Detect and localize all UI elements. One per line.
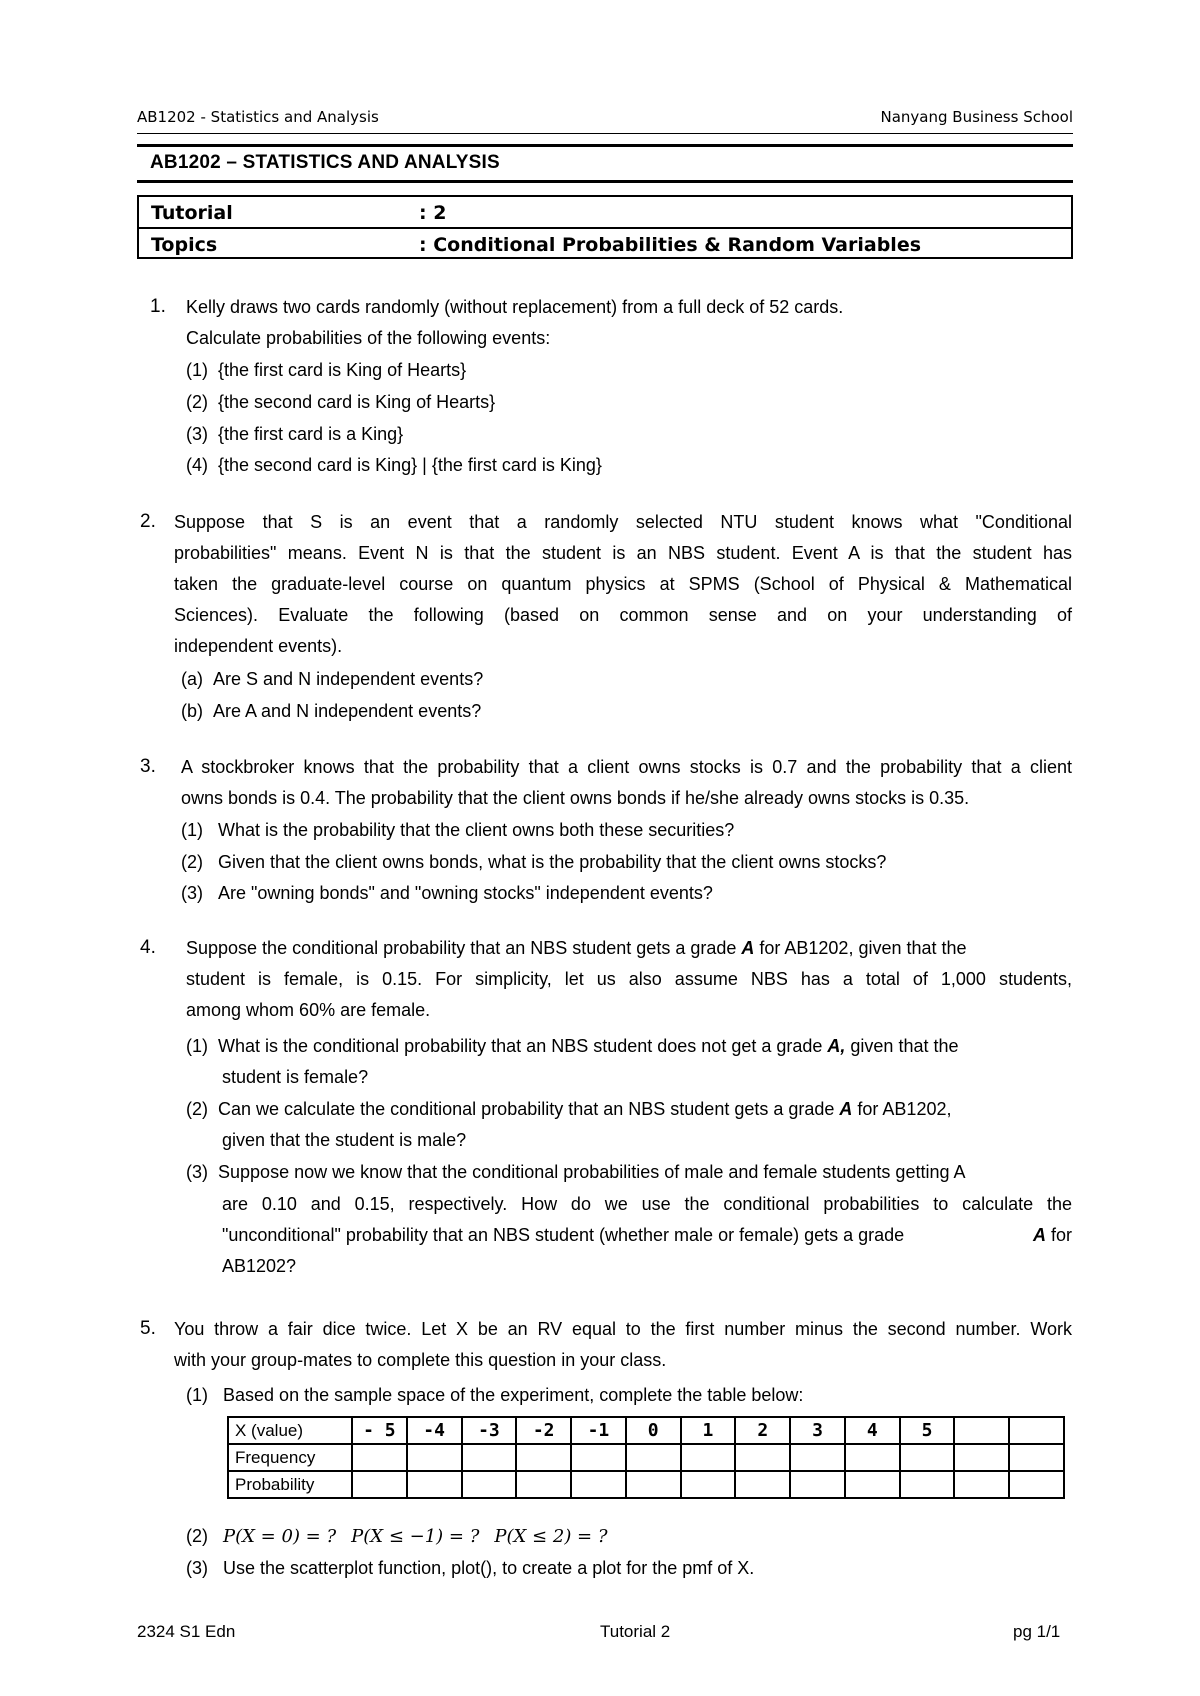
frequency-cell	[462, 1444, 517, 1471]
row-header-frequency: Frequency	[228, 1444, 352, 1471]
q4-item3-line4: AB1202?	[222, 1256, 297, 1276]
title-rule-bottom	[137, 180, 1073, 183]
frequency-cell	[845, 1444, 900, 1471]
topics-value: : Conditional Probabilities & Random Variables	[419, 234, 922, 256]
q4-item1-text: What is the conditional probability that an NBS student does not get a grade	[218, 1036, 828, 1056]
q4-item3-line3	[222, 1224, 1072, 1246]
q4-item2-line2: given that the student is male?	[222, 1130, 467, 1150]
row-header-probability: Probability	[228, 1471, 352, 1498]
table-row	[228, 1471, 1064, 1498]
frequency-cell	[571, 1444, 626, 1471]
q2-line: Suppose that S is an event that a randomly selected NTU student knows what "Conditional	[174, 512, 1072, 532]
q3-line: A stockbroker knows that the probability that a client owns stocks is 0.7 and the probability that a client	[181, 757, 1072, 777]
q1-item-text: {the first card is King of Hearts}	[218, 360, 467, 380]
x-value-cell: 1	[681, 1417, 736, 1444]
frequency-cell	[954, 1444, 1009, 1471]
probability-cell	[407, 1471, 462, 1498]
q5-item2	[186, 1525, 608, 1548]
tutorial-label: Tutorial	[151, 202, 233, 224]
footer-tutorial: Tutorial 2	[600, 1622, 671, 1641]
running-header	[137, 108, 1073, 126]
frequency-cell	[1009, 1444, 1064, 1471]
header-course: AB1202 - Statistics and Analysis	[137, 108, 379, 126]
q1-line2: Calculate probabilities of the following events:	[186, 328, 551, 348]
probability-cell	[626, 1471, 681, 1498]
q3-item-label: (3)	[181, 883, 203, 903]
q2-item-text: Are S and N independent events?	[213, 669, 484, 689]
q4-line1-text-end: for AB1202, given that the	[754, 938, 967, 958]
q1-item	[186, 423, 403, 445]
probability-cell	[681, 1471, 736, 1498]
tutorial-value: : 2	[419, 202, 447, 224]
probability-cell	[845, 1471, 900, 1498]
q3-item-label: (2)	[181, 852, 203, 872]
table-row	[228, 1444, 1064, 1471]
q5-item-label: (3)	[186, 1558, 208, 1578]
q4-item-label: (3)	[186, 1162, 208, 1182]
q2-item	[181, 668, 483, 690]
q5-item1	[186, 1384, 803, 1406]
q1-number: 1.	[150, 296, 166, 317]
probability-cell	[516, 1471, 571, 1498]
q5-line1: You throw a fair dice twice. Let X be an RV equal to the first number minus the second number. Work	[174, 1319, 1072, 1339]
q2-number: 2.	[140, 511, 156, 532]
q5-line2: with your group-mates to complete this question in your class.	[174, 1350, 667, 1370]
q3-item-text: What is the probability that the client owns both these securities?	[218, 820, 735, 840]
header-rule	[137, 133, 1073, 134]
q4-item2-text: Can we calculate the conditional probability that an NBS student gets a grade	[218, 1099, 840, 1119]
tutorial-info-box	[137, 195, 1073, 259]
q5-item1-text: Based on the sample space of the experiment, complete the table below:	[223, 1385, 804, 1405]
frequency-cell	[352, 1444, 407, 1471]
probability-cell	[1009, 1471, 1064, 1498]
frequency-cell	[516, 1444, 571, 1471]
q4-item3-line3-end: for	[1045, 1225, 1072, 1245]
footer-edition: 2324 S1 Edn	[137, 1622, 236, 1641]
grade-a-emphasis: A	[741, 938, 755, 958]
q2-line: Sciences). Evaluate the following (based on common sense and on your understanding of	[174, 605, 1072, 625]
q1-item-text: {the second card is King} | {the first card is King}	[218, 455, 602, 475]
q2-item-label: (b)	[181, 701, 203, 721]
probability-cell	[790, 1471, 845, 1498]
probability-cell	[571, 1471, 626, 1498]
q3-number: 3.	[140, 756, 156, 777]
tutorial-row	[139, 197, 1071, 227]
q4-item-label: (2)	[186, 1099, 208, 1119]
q4-line1	[186, 937, 967, 959]
q4-item-label: (1)	[186, 1036, 208, 1056]
q2-line: probabilities" means. Event N is that the student is an NBS student. Event A is that the student has	[174, 543, 1072, 563]
q1-item-label: (3)	[186, 424, 208, 444]
q1-item	[186, 391, 495, 413]
q2-item-label: (a)	[181, 669, 203, 689]
x-value-cell: -2	[516, 1417, 571, 1444]
q5-item3-text: Use the scatterplot function, plot(), to create a plot for the pmf of X.	[223, 1558, 755, 1578]
table-row	[228, 1417, 1064, 1444]
q5-item-label: (1)	[186, 1385, 208, 1405]
q3-item	[181, 882, 713, 904]
q5-number: 5.	[140, 1318, 156, 1339]
probability-cell	[462, 1471, 517, 1498]
q4-line2: student is female, is 0.15. For simplicity, let us also assume NBS has a total of 1,000 students,	[186, 969, 1072, 989]
q5-item3	[186, 1557, 754, 1579]
q2-line: independent events).	[174, 636, 343, 656]
title-rule-top	[137, 144, 1073, 147]
q4-item1-line2: student is female?	[222, 1067, 369, 1087]
topics-row	[139, 227, 1071, 259]
q4-number: 4.	[140, 937, 156, 958]
frequency-cell	[407, 1444, 462, 1471]
q2-item	[181, 700, 481, 722]
distribution-table	[227, 1416, 1065, 1499]
x-value-cell: 4	[845, 1417, 900, 1444]
grade-a-emphasis: A,	[827, 1036, 846, 1056]
q4-line3: among whom 60% are female.	[186, 1000, 431, 1020]
topics-label: Topics	[151, 234, 218, 256]
q1-item	[186, 359, 466, 381]
prob-expr-2: P(X ≤ −1) = ?	[351, 1526, 480, 1547]
frequency-cell	[681, 1444, 736, 1471]
probability-cell	[954, 1471, 1009, 1498]
q4-item3-text: Suppose now we know that the conditional probabilities of male and female students getting A	[218, 1162, 966, 1182]
document-title: AB1202 – STATISTICS AND ANALYSIS	[150, 152, 500, 173]
probability-cell	[735, 1471, 790, 1498]
frequency-cell	[790, 1444, 845, 1471]
frequency-cell	[626, 1444, 681, 1471]
frequency-cell	[735, 1444, 790, 1471]
q3-line: owns bonds is 0.4. The probability that the client owns bonds if he/she already owns stocks is 0.35.	[181, 788, 970, 808]
prob-expr-1: P(X = 0) = ?	[223, 1526, 337, 1547]
q4-item1-text-end: given that the	[845, 1036, 959, 1056]
grade-a-emphasis: A	[839, 1099, 853, 1119]
q1-item-label: (2)	[186, 392, 208, 412]
q4-line1-text: Suppose the conditional probability that an NBS student gets a grade	[186, 938, 742, 958]
q1-item-label: (4)	[186, 455, 208, 475]
x-value-cell: -3	[462, 1417, 517, 1444]
grade-a-emphasis: A	[1032, 1225, 1046, 1245]
x-value-cell: -1	[571, 1417, 626, 1444]
q1-line1: Kelly draws two cards randomly (without replacement) from a full deck of 52 cards.	[186, 297, 844, 317]
x-value-cell: 5	[900, 1417, 955, 1444]
q4-item3-line2: are 0.10 and 0.15, respectively. How do we use the conditional probabilities to calculate the	[222, 1194, 1072, 1214]
q1-item-label: (1)	[186, 360, 208, 380]
q5-item-label: (2)	[186, 1526, 208, 1546]
q3-item-text: Are "owning bonds" and "owning stocks" independent events?	[218, 883, 713, 903]
prob-expr-3: P(X ≤ 2) = ?	[494, 1526, 608, 1547]
q1-item	[186, 454, 602, 476]
q1-item-text: {the first card is a King}	[218, 424, 404, 444]
q2-line: taken the graduate-level course on quantum physics at SPMS (School of Physical & Mathematical	[174, 574, 1072, 594]
q4-item3-line3-text: "unconditional" probability that an NBS student (whether male or female) gets a grade	[222, 1225, 905, 1245]
row-header-x: X (value)	[228, 1417, 352, 1444]
q3-item-text: Given that the client owns bonds, what is the probability that the client owns stocks?	[218, 852, 887, 872]
probability-cell	[900, 1471, 955, 1498]
x-value-cell: 0	[626, 1417, 681, 1444]
x-value-cell: 3	[790, 1417, 845, 1444]
x-value-cell: - 5	[352, 1417, 407, 1444]
frequency-cell	[900, 1444, 955, 1471]
probability-cell	[352, 1471, 407, 1498]
x-value-cell	[954, 1417, 1009, 1444]
footer-page-number: pg 1/1	[1013, 1622, 1061, 1641]
q1-item-text: {the second card is King of Hearts}	[218, 392, 496, 412]
q3-item	[181, 851, 886, 873]
q2-item-text: Are A and N independent events?	[213, 701, 482, 721]
q4-item2	[186, 1098, 951, 1120]
q3-item-label: (1)	[181, 820, 203, 840]
x-value-cell: 2	[735, 1417, 790, 1444]
q3-item	[181, 819, 734, 841]
q4-item1	[186, 1035, 959, 1057]
header-school: Nanyang Business School	[880, 108, 1073, 126]
x-value-cell: -4	[407, 1417, 462, 1444]
q4-item3	[186, 1161, 966, 1183]
q4-item2-text-end: for AB1202,	[852, 1099, 952, 1119]
x-value-cell	[1009, 1417, 1064, 1444]
